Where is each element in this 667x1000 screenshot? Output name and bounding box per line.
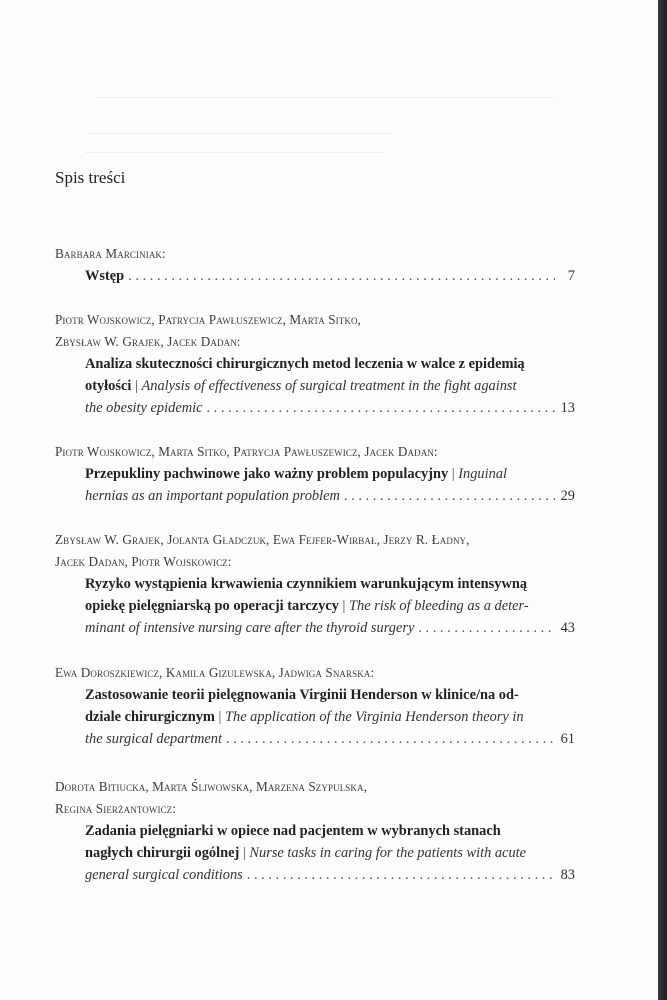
title-en: general surgical conditions <box>85 867 243 883</box>
title-en: Inguinal <box>458 466 508 482</box>
entry-authors: Zbysław W. Grajek, Jacek Dadan: <box>55 334 241 349</box>
title-en: Analysis of effectiveness of surgical treatment in the fight against <box>141 378 517 394</box>
title-en: The application of the Virginia Henderson theory in <box>225 709 524 725</box>
entry-title <box>85 463 575 507</box>
title-en: Nurse tasks in caring for the patients with acute <box>249 845 527 861</box>
title-en: the surgical department <box>85 731 222 747</box>
title-separator: | <box>242 845 246 861</box>
page-number: 43 <box>560 620 575 636</box>
toc-entry[interactable] <box>55 243 575 287</box>
entry-authors: Ewa Doroszkiewicz, Kamila Gizulewska, Jadwiga Snarska: <box>55 665 375 680</box>
dot-leader <box>247 864 555 886</box>
entry-title <box>85 353 575 419</box>
page-number: 61 <box>560 731 575 747</box>
entry-authors: Dorota Bitiucka, Marta Śliwowska, Marzena Szypulska, <box>55 779 368 794</box>
entry-authors: Jacek Dadan, Piotr Wojskowicz: <box>55 554 232 569</box>
toc-heading: Spis treści <box>55 168 126 187</box>
page-number: 7 <box>567 268 575 284</box>
title-pl: Analiza skuteczności chirurgicznych metod leczenia w walce z epidemią <box>85 356 525 372</box>
title-pl: otyłości <box>85 378 132 394</box>
title-en: The risk of bleeding as a deter- <box>349 598 529 614</box>
dot-leader <box>128 265 555 287</box>
title-pl: Wstęp <box>85 268 125 284</box>
title-separator: | <box>134 378 138 394</box>
entry-title <box>85 684 575 750</box>
entry-title <box>85 820 575 886</box>
bleed-through-line <box>95 97 555 98</box>
title-pl: Zastosowanie teorii pielęgnowania Virginii Henderson w klinice/na od- <box>85 687 519 703</box>
bleed-through-line <box>85 152 385 153</box>
entry-authors: Zbysław W. Grajek, Jolanta Gładczuk, Ewa Fejfer-Wirbał, Jerzy R. Ładny, <box>55 532 470 547</box>
dot-leader <box>206 397 555 419</box>
page-number: 29 <box>560 488 575 504</box>
dot-leader <box>344 485 555 507</box>
entry-authors: Regina Sierżantowicz: <box>55 801 177 816</box>
entry-title <box>85 573 575 639</box>
title-en: the obesity epidemic <box>85 400 203 416</box>
toc-entry[interactable] <box>55 441 575 507</box>
entry-authors: Barbara Marciniak: <box>55 246 166 261</box>
entry-authors: Piotr Wojskowicz, Marta Sitko, Patrycja Pawłuszewicz, Jacek Dadan: <box>55 444 438 459</box>
title-separator: | <box>342 598 346 614</box>
title-separator: | <box>451 466 455 482</box>
toc-entry[interactable] <box>55 776 575 886</box>
title-pl: Zadania pielęgniarki w opiece nad pacjentem w wybranych stanach <box>85 823 501 839</box>
toc-entry[interactable] <box>55 662 575 750</box>
title-pl: dziale chirurgicznym <box>85 709 215 725</box>
toc-entry[interactable] <box>55 309 575 419</box>
dot-leader <box>226 728 555 750</box>
title-pl: opiekę pielęgniarską po operacji tarczycy <box>85 598 339 614</box>
dot-leader <box>418 617 555 639</box>
title-pl: Przepukliny pachwinowe jako ważny problem populacyjny <box>85 466 449 482</box>
entry-authors: Piotr Wojskowicz, Patrycja Pawłuszewicz, Marta Sitko, <box>55 312 361 327</box>
title-en: hernias as an important population problem <box>85 488 340 504</box>
page-number: 13 <box>560 400 575 416</box>
title-en: minant of intensive nursing care after the thyroid surgery <box>85 620 415 636</box>
bleed-through-line <box>85 133 395 134</box>
title-pl: nagłych chirurgii ogólnej <box>85 845 240 861</box>
toc-entry[interactable] <box>55 529 575 639</box>
title-separator: | <box>218 709 222 725</box>
title-pl: Ryzyko wystąpienia krwawienia czynnikiem warunkującym intensywną <box>85 576 528 592</box>
entry-title <box>85 265 575 287</box>
scan-page-edge <box>658 0 667 1000</box>
page-number: 83 <box>560 867 575 883</box>
